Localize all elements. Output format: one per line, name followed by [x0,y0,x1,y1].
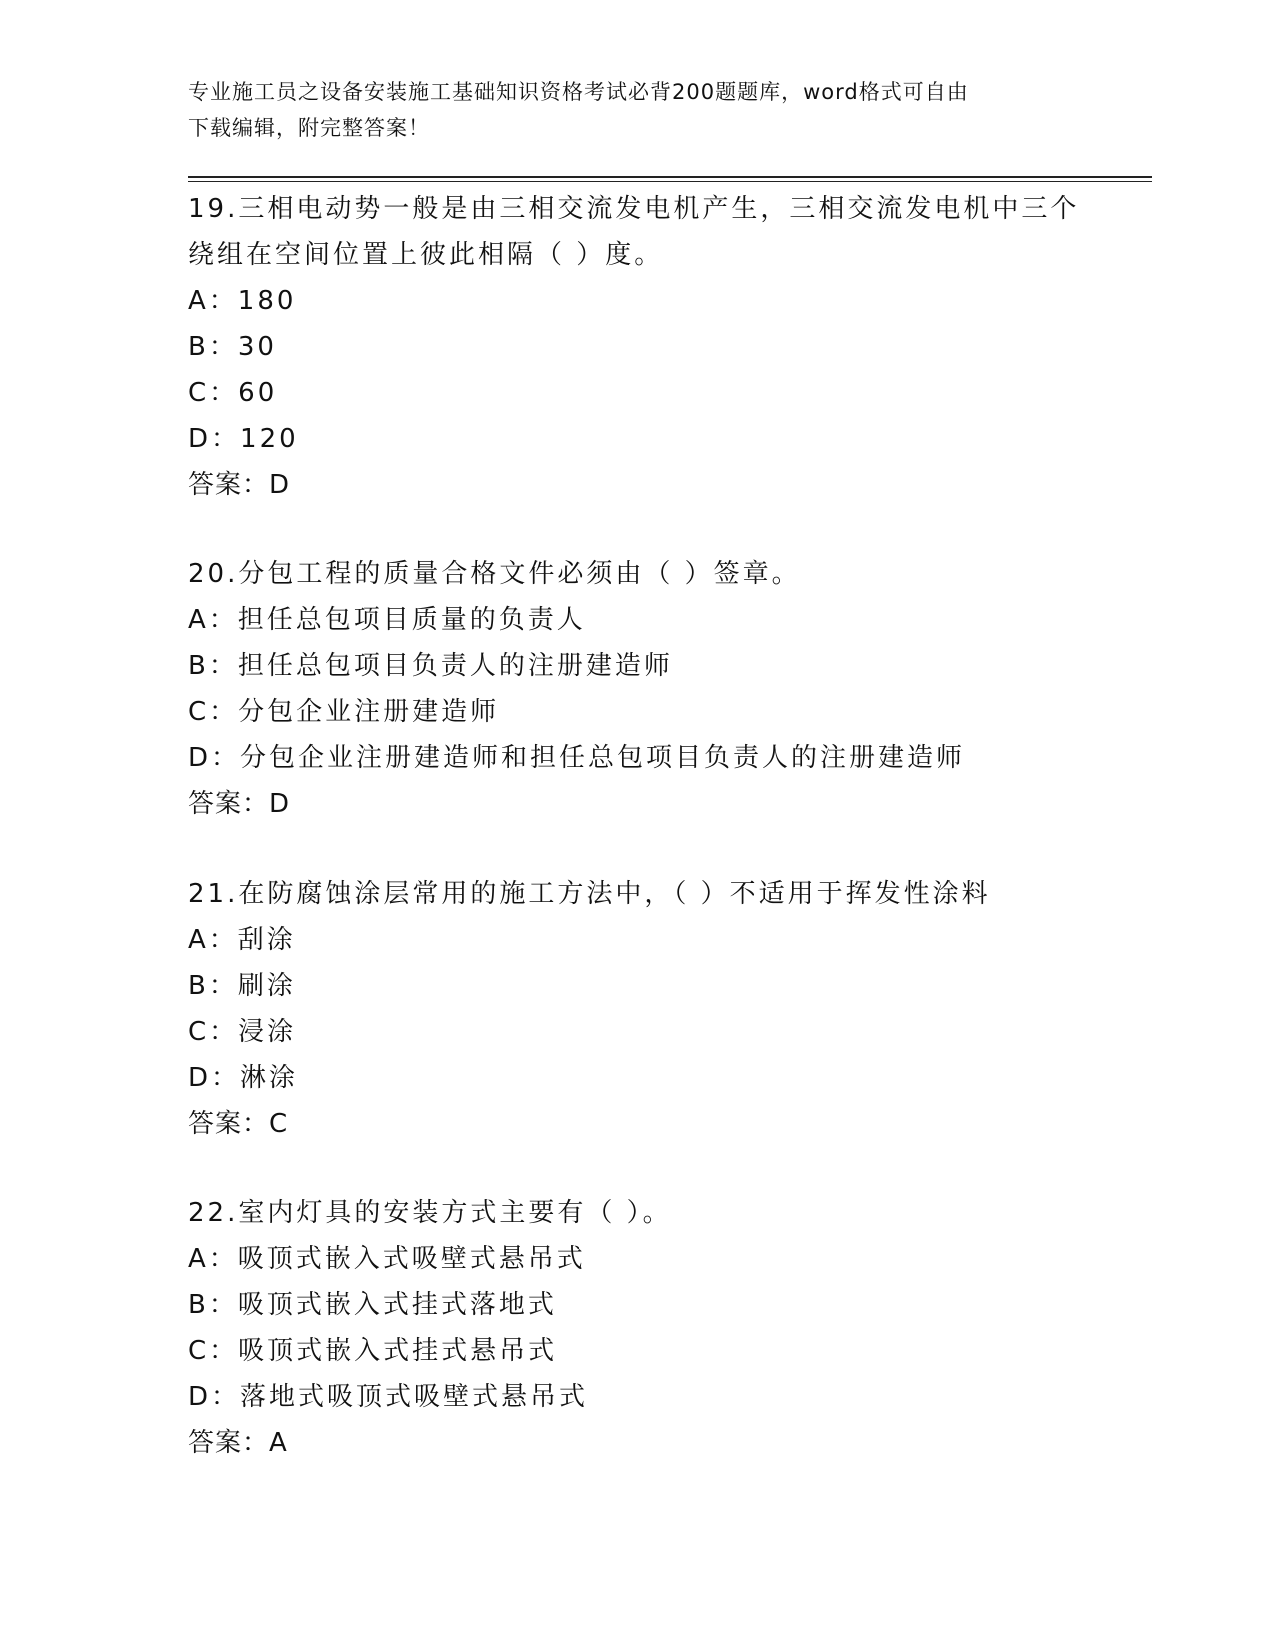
option-d: D：120 [188,424,299,454]
answer-line: 答案：C [188,1109,289,1139]
answer-line: 答案：D [188,789,291,819]
header-line-2: 下载编辑，附完整答案！ [188,116,430,140]
option-b: B：担任总包项目负责人的注册建造师 [188,651,673,681]
question-21 [188,871,1088,1147]
question-stem-line: 19.三相电动势一般是由三相交流发电机产生，三相交流发电机中三个 [188,194,1080,224]
option-b: B：刷涂 [188,971,296,1001]
option-c: C：分包企业注册建造师 [188,697,500,727]
question-19 [188,186,1088,508]
answer-line: 答案：A [188,1428,288,1458]
option-a: A：吸顶式嵌入式吸壁式悬吊式 [188,1244,586,1274]
header-line-1: 专业施工员之设备安装施工基础知识资格考试必背200题题库，word格式可自由 [188,80,969,104]
header-divider-thin [188,181,1152,182]
option-d: D：落地式吸顶式吸壁式悬吊式 [188,1382,589,1412]
question-20 [188,551,1088,827]
answer-line: 答案：D [188,470,291,500]
option-d: D：淋涂 [188,1063,299,1093]
header-divider-thick [188,176,1152,178]
option-b: B：吸顶式嵌入式挂式落地式 [188,1290,557,1320]
document-header [188,74,1068,146]
option-c: C：60 [188,378,278,408]
option-a: A：担任总包项目质量的负责人 [188,605,586,635]
question-stem-line: 22.室内灯具的安装方式主要有（ ）。 [188,1198,672,1228]
option-c: C：吸顶式嵌入式挂式悬吊式 [188,1336,558,1366]
question-stem-line: 绕组在空间位置上彼此相隔（ ）度。 [188,240,664,270]
question-stem-line: 20.分包工程的质量合格文件必须由（ ）签章。 [188,559,801,589]
option-a: A：180 [188,286,297,316]
option-b: B：30 [188,332,277,362]
option-a: A：刮涂 [188,925,296,955]
question-stem-line: 21.在防腐蚀涂层常用的施工方法中，（ ）不适用于挥发性涂料 [188,879,991,909]
option-d: D：分包企业注册建造师和担任总包项目负责人的注册建造师 [188,743,966,773]
option-c: C：浸涂 [188,1017,297,1047]
question-22 [188,1190,1088,1466]
